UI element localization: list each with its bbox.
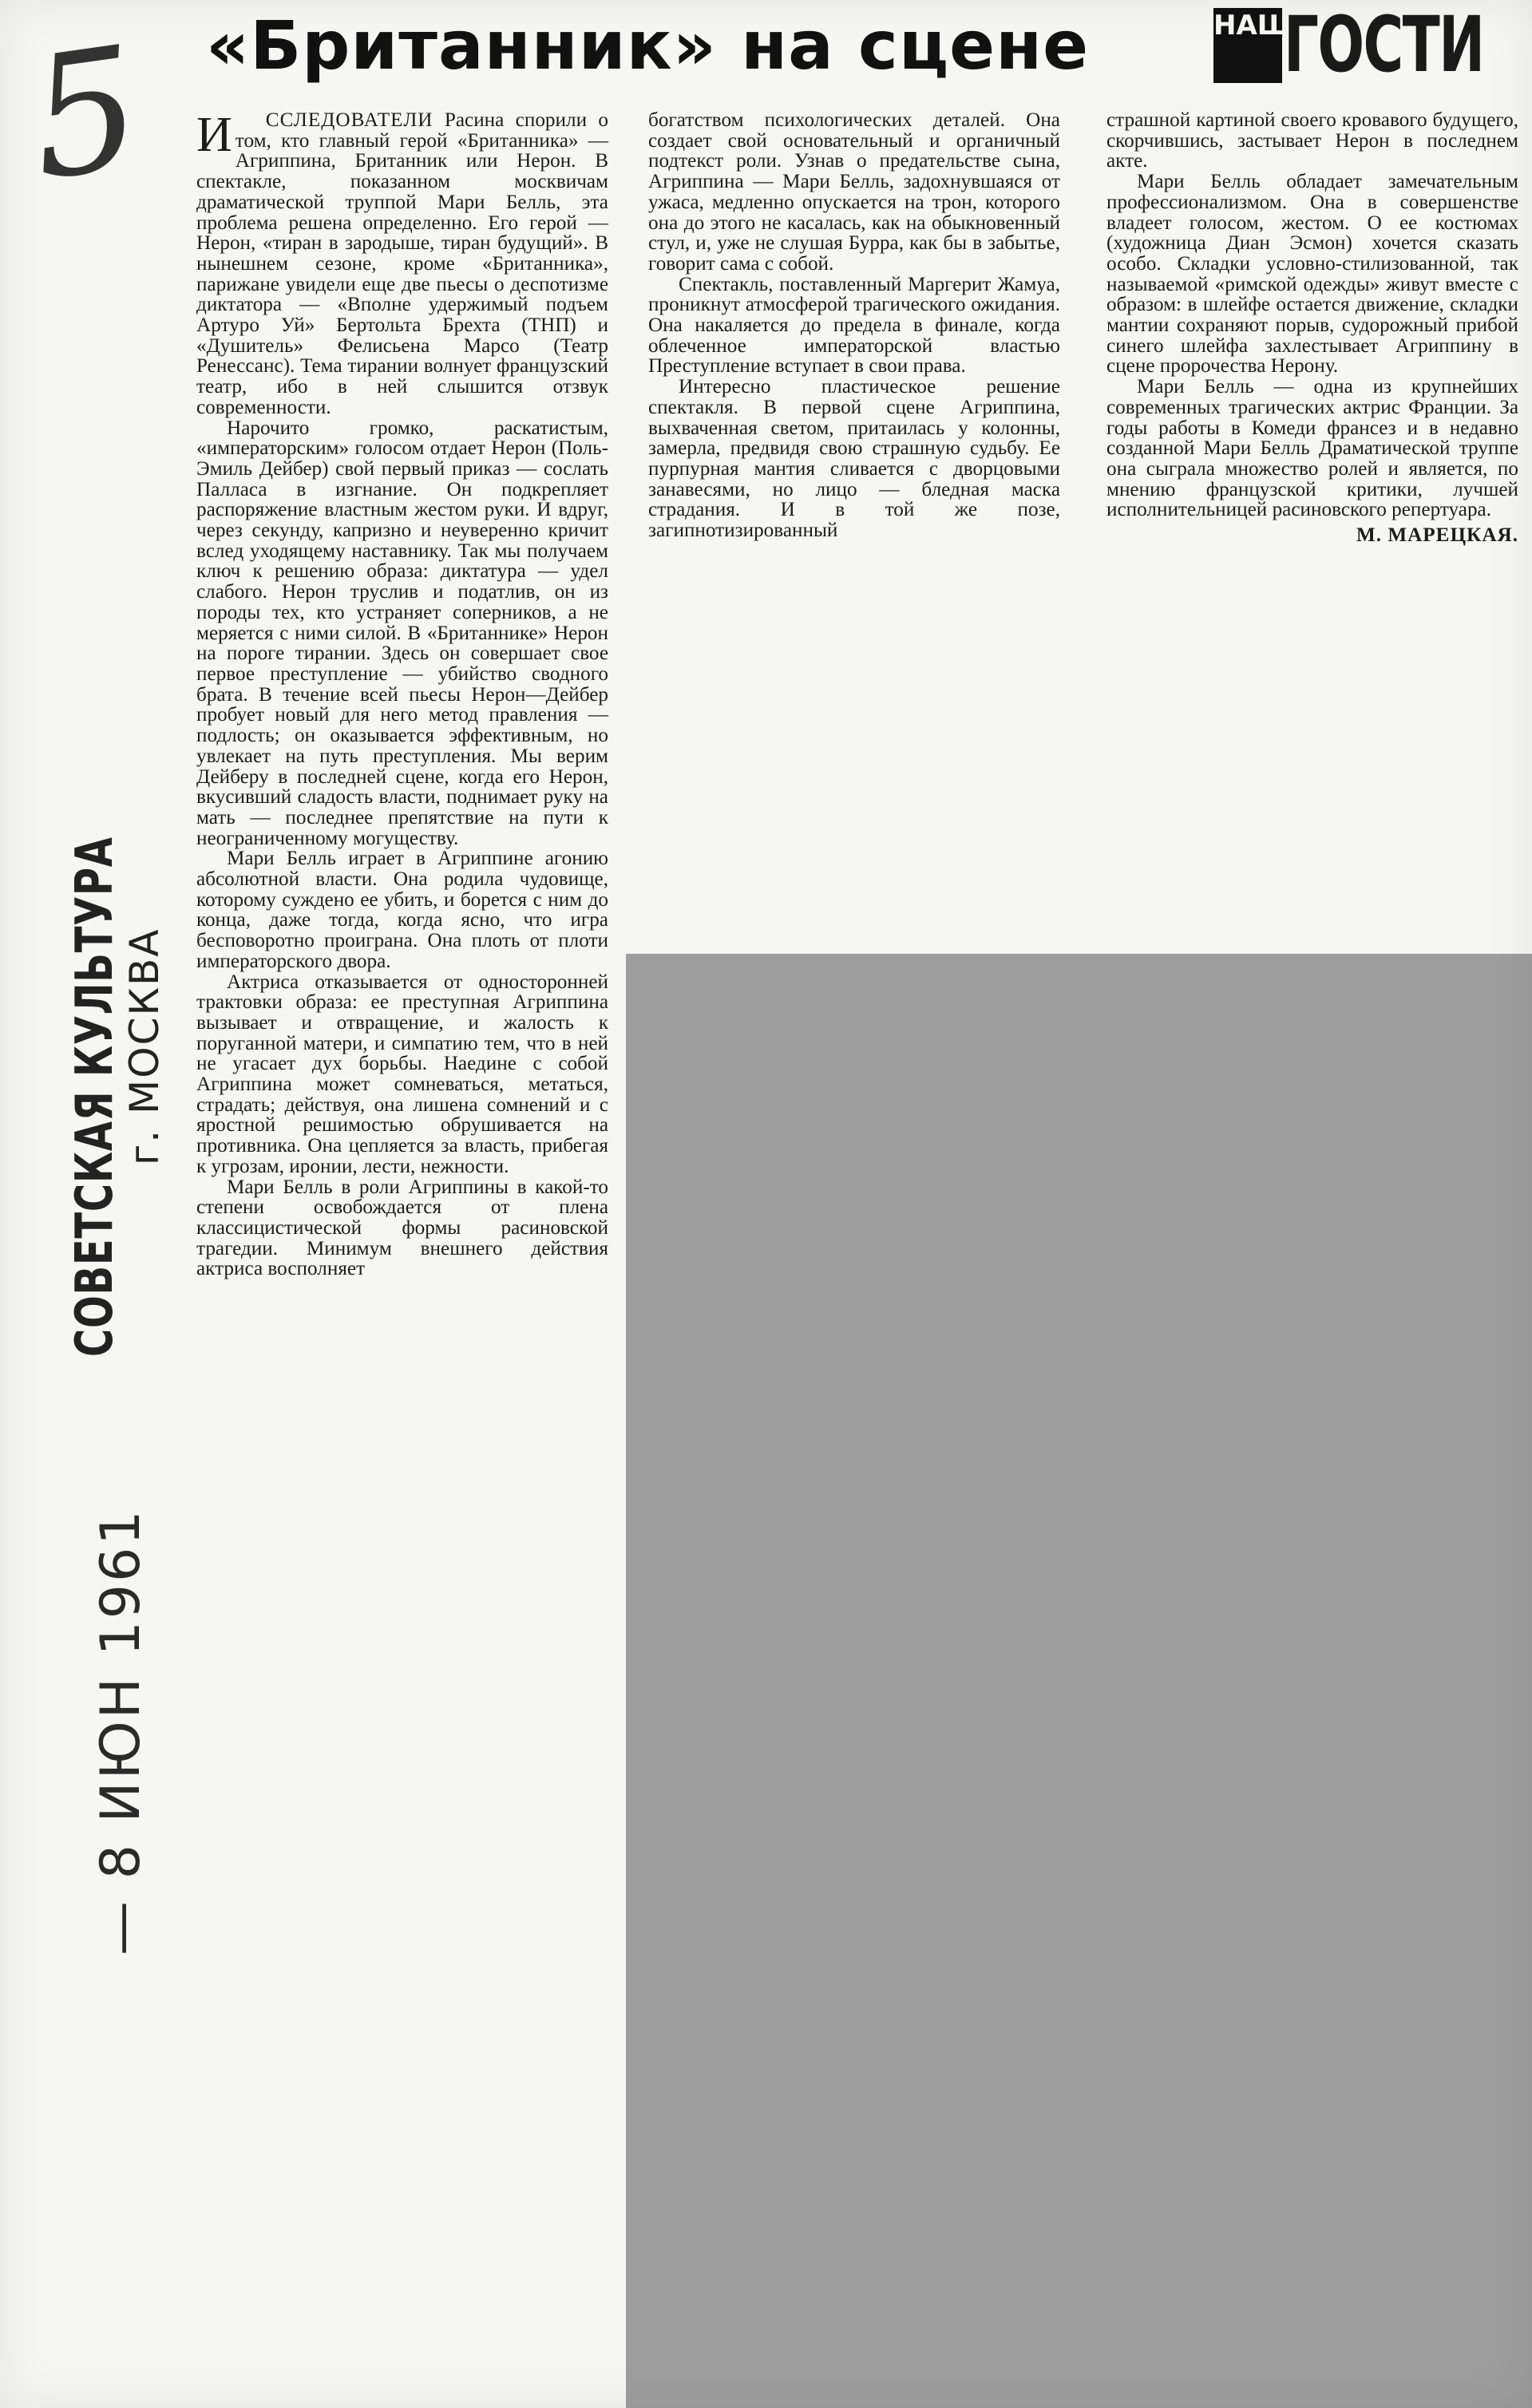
rubric-title: ГОСТИ [1284, 0, 1484, 89]
lead-word: ССЛЕДОВАТЕЛИ [265, 109, 433, 131]
drop-cap: И [196, 108, 232, 162]
article-headline: «Британник» на сцене [206, 6, 1090, 85]
clipping-source-stamp: СОВЕТСКАЯ КУЛЬТУРА [65, 836, 125, 1357]
article-paragraph: страшной картиной своего кровавого будущего, скорчившись, застывает Нерон в последнем акте. [1106, 109, 1518, 172]
article-paragraph: Мари Белль — одна из крупнейших современных трагических актрис Франции. За годы работы в Комеди франсез и в недавно созданной Мари Белль Драматической труппе она сыграла множество ролей и является, по мнению французской критики, лучшей исполнительницей расиновского репертуара. [1106, 376, 1518, 521]
article-paragraph: богатством психологических деталей. Она создает свой основательный и органичный подтекст роли. Узнав о предательстве сына, Агриппина — Мари Белль, задохнувшаяся от ужаса, медленно опускается на трон, которого она до этого не касалась, как на обыкновенный стул, и, уже не слушая Бурра, как бы в забытье, говорит сама с собой. [648, 109, 1060, 275]
clipping-city-stamp: г. МОСКВА [121, 927, 168, 1165]
article-paragraph: Нарочито громко, раскатистым, «императорским» голосом отдает Нерон (Поль-Эмиль Дейбер) свой первый приказ — сослать Палласа в изгнание. Он подкрепляет распоряжение властным жестом руки. И вдруг, через секунду, капризно и неуверенно кричит вслед уходящему наставнику. Так мы получаем ключ к решению образа: диктатура — удел слабого. Нерон труслив и податлив, он из породы тех, кто устраняет соперников, а не меряется с ними силой. В «Британнике» Нерон на пороге тирании. Здесь он совершает свое первое преступление — убийство сводного брата. В течение всей пьесы Нерон—Дейбер пробует новый для него метод правления — подлость; он оказывается эффективным, но увлекает на путь преступления. Мы верим Дейберу в последней сцене, когда его Нерон, вкусивший сладость власти, поднимает руку на мать — последнее препятствие на пути к неограниченному могуществу. [196, 417, 608, 849]
handwritten-page-number: 5 [18, 9, 152, 219]
article-column-2 [648, 110, 1060, 541]
paragraph-text: Расина спорили о том, кто главный герой «Британника» — Агриппина, Британник или Нерон. В спектакле, показанном москвичам драматической труппой Мари Белль, эта проблема решена определенно. Его герой — Нерон, «тиран в зародыше, тиран будущий». В нынешнем сезоне, кроме «Британника», парижане увидели еще две пьесы о деспотизме диктатора — «Вполне удержимый подъем Артуро Уй» Бертольта Брехта (ТНП) и «Душитель» Фелисьена Марсо (Театр Ренессанс). Тема тирании волнует французский театр, ибо в ней слышится отзвук современности. [196, 109, 608, 418]
article-paragraph: Интересно пластическое решение спектакля. В первой сцене Агриппина, выхваченная светом, притаилась у колонны, замерла, предвидя свою страшную судьбу. Ее пурпурная мантия сливается с дворцовыми занавесями, но лицо — бледная маска страдания. И в той же позе, загипнотизированный [648, 376, 1060, 542]
article-paragraph: Спектакль, поставленный Маргерит Жамуа, проникнут атмосферой трагического ожидания. Она накаляется до предела в финале, когда облеченное императорской властью Преступление вступает в свои права. [648, 273, 1060, 378]
article-paragraph [196, 110, 608, 418]
clipping-date-stamp: — 8 ИЮН 1961 [89, 1508, 152, 1955]
author-signature: М. МАРЕЦКАЯ. [1356, 524, 1518, 547]
article-column-1 [196, 110, 608, 1279]
article-paragraph: Мари Белль в роли Агриппины в какой-то степени освобождается от плена классицистической формы расиновской трагедии. Минимум внешнего действия актриса восполняет [196, 1176, 608, 1280]
rubric-logo [1213, 0, 1501, 91]
article-paragraph: Мари Белль обладает замечательным профессионализмом. Она в совершенстве владеет голосом, жестом. О ее костюмах (художница Диан Эсмон) хочется сказать особо. Складки условно-стилизованной, так называемой «римской одежды» живут вместе с образом: в шлейфе остается движение, складки мантии сохраняют порыв, судорожный прибой синего шлейфа захлестывает Агриппину в сцене пророчества Нерону. [1106, 171, 1518, 378]
grey-background-block [626, 954, 1532, 2408]
article-paragraph: Актриса отказывается от односторонней трактовки образа: ее преступная Агриппина вызывает и отвращение, и жалость к поруганной матери, и симпатию тем, что в ней не угасает дух борьбы. Наедине с собой Агриппина может сомневаться, метаться, страдать; действуя, она лишена сомнений и с яростной решимостью обрушивается на противника. Она цепляется за власть, прибегая к угрозам, иронии, лести, нежности. [196, 971, 608, 1177]
rubric-box: НАШИ [1213, 8, 1282, 83]
article-column-3 [1106, 110, 1518, 546]
article-paragraph: Мари Белль играет в Агриппине агонию абсолютной власти. Она родила чудовище, которому суждено ее убить, и борется с ним до конца, даже тогда, когда ясно, что игра бесповоротно проиграна. Она плоть от плоти императорского двора. [196, 848, 608, 972]
